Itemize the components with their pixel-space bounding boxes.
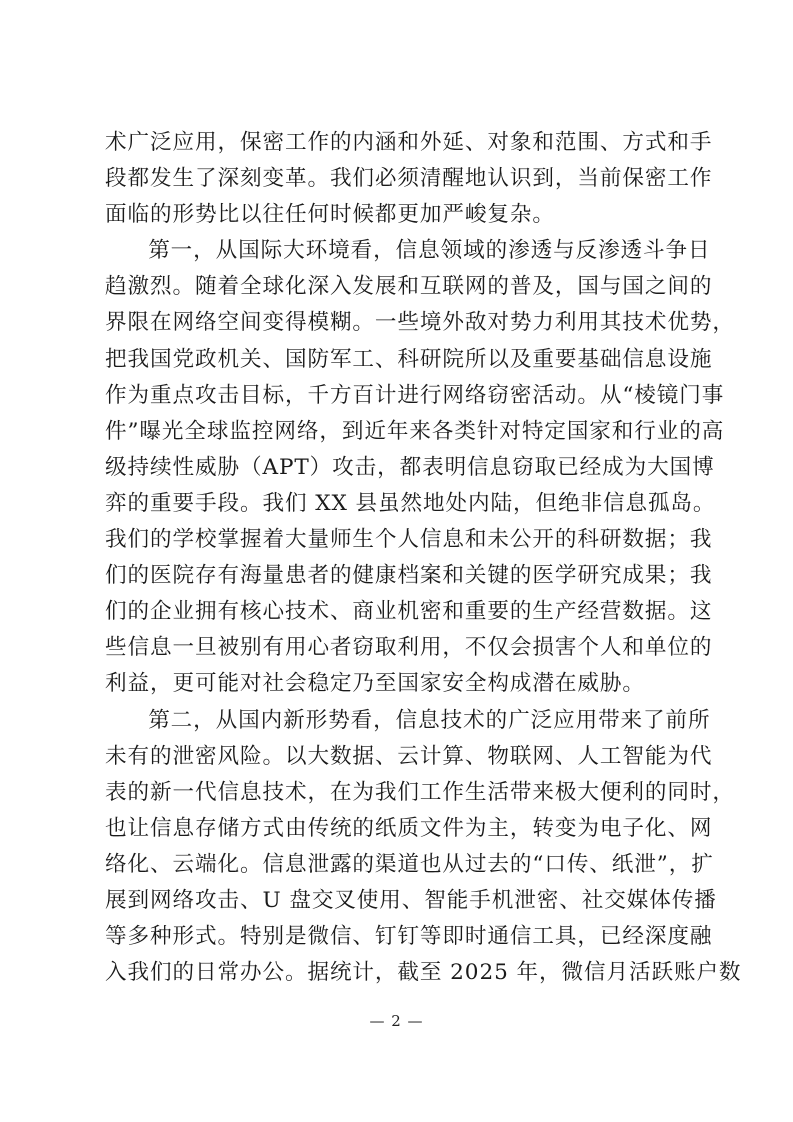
text-line: 面临的形势比以往任何时候都更加严峻复杂。: [105, 202, 555, 228]
paragraph-first-line: 第二，从国内新形势看，信息技术的广泛应用带来了前所: [148, 707, 711, 733]
text-line: 等多种形式。特别是微信、钉钉等即时通信工具，已经深度融: [105, 924, 713, 950]
text-line: 把我国党政机关、国防军工、科研院所以及重要基础信息设施: [105, 346, 713, 372]
text-line: 们的医院存有海量患者的健康档案和关键的医学研究成果；我: [105, 563, 713, 589]
text-line: 级持续性威胁（APT）攻击，都表明信息窃取已经成为大国博: [105, 454, 715, 480]
page-number: — 2 —: [369, 1012, 424, 1030]
text-line: 也让信息存储方式由传统的纸质文件为主，转变为电子化、网: [105, 815, 713, 841]
text-line: 术广泛应用，保密工作的内涵和外延、对象和范围、方式和手: [105, 130, 713, 155]
text-line: 我们的学校掌握着大量师生个人信息和未公开的科研数据；我: [105, 527, 713, 553]
text-line: 件”曝光全球监控网络，到近年来各类针对特定国家和行业的高: [105, 418, 725, 444]
text-line: 些信息一旦被别有用心者窃取利用，不仅会损害个人和单位的: [105, 635, 713, 661]
text-line: 入我们的日常办公。据统计，截至 2025 年，微信月活跃账户数: [105, 960, 742, 986]
text-line: 利益，更可能对社会稳定乃至国家安全构成潜在威胁。: [105, 671, 645, 697]
text-line: 展到网络攻击、U 盘交叉使用、智能手机泄密、社交媒体传播: [105, 887, 717, 913]
paragraph-first-line: 第一，从国际大环境看，信息领域的渗透与反渗透斗争日: [148, 238, 711, 264]
body-text: [105, 125, 742, 991]
text-line: 趋激烈。随着全球化深入发展和互联网的普及，国与国之间的: [105, 274, 713, 300]
text-line: 未有的泄密风险。以大数据、云计算、物联网、人工智能为代: [105, 743, 713, 769]
text-line: 作为重点攻击目标，千方百计进行网络窃密活动。从“棱镜门事: [105, 382, 725, 408]
text-line: 界限在网络空间变得模糊。一些境外敌对势力利用其技术优势，: [105, 310, 735, 336]
text-line: 段都发生了深刻变革。我们必须清醒地认识到，当前保密工作: [105, 166, 713, 192]
text-line: 弈的重要手段。我们 XX 县虽然地处内陆，但绝非信息孤岛。: [105, 490, 716, 516]
text-line: 表的新一代信息技术，在为我们工作生活带来极大便利的同时，: [105, 779, 735, 805]
text-line: 们的企业拥有核心技术、商业机密和重要的生产经营数据。这: [105, 599, 713, 625]
text-line: 络化、云端化。信息泄露的渠道也从过去的“口传、纸泄”，扩: [105, 851, 714, 877]
